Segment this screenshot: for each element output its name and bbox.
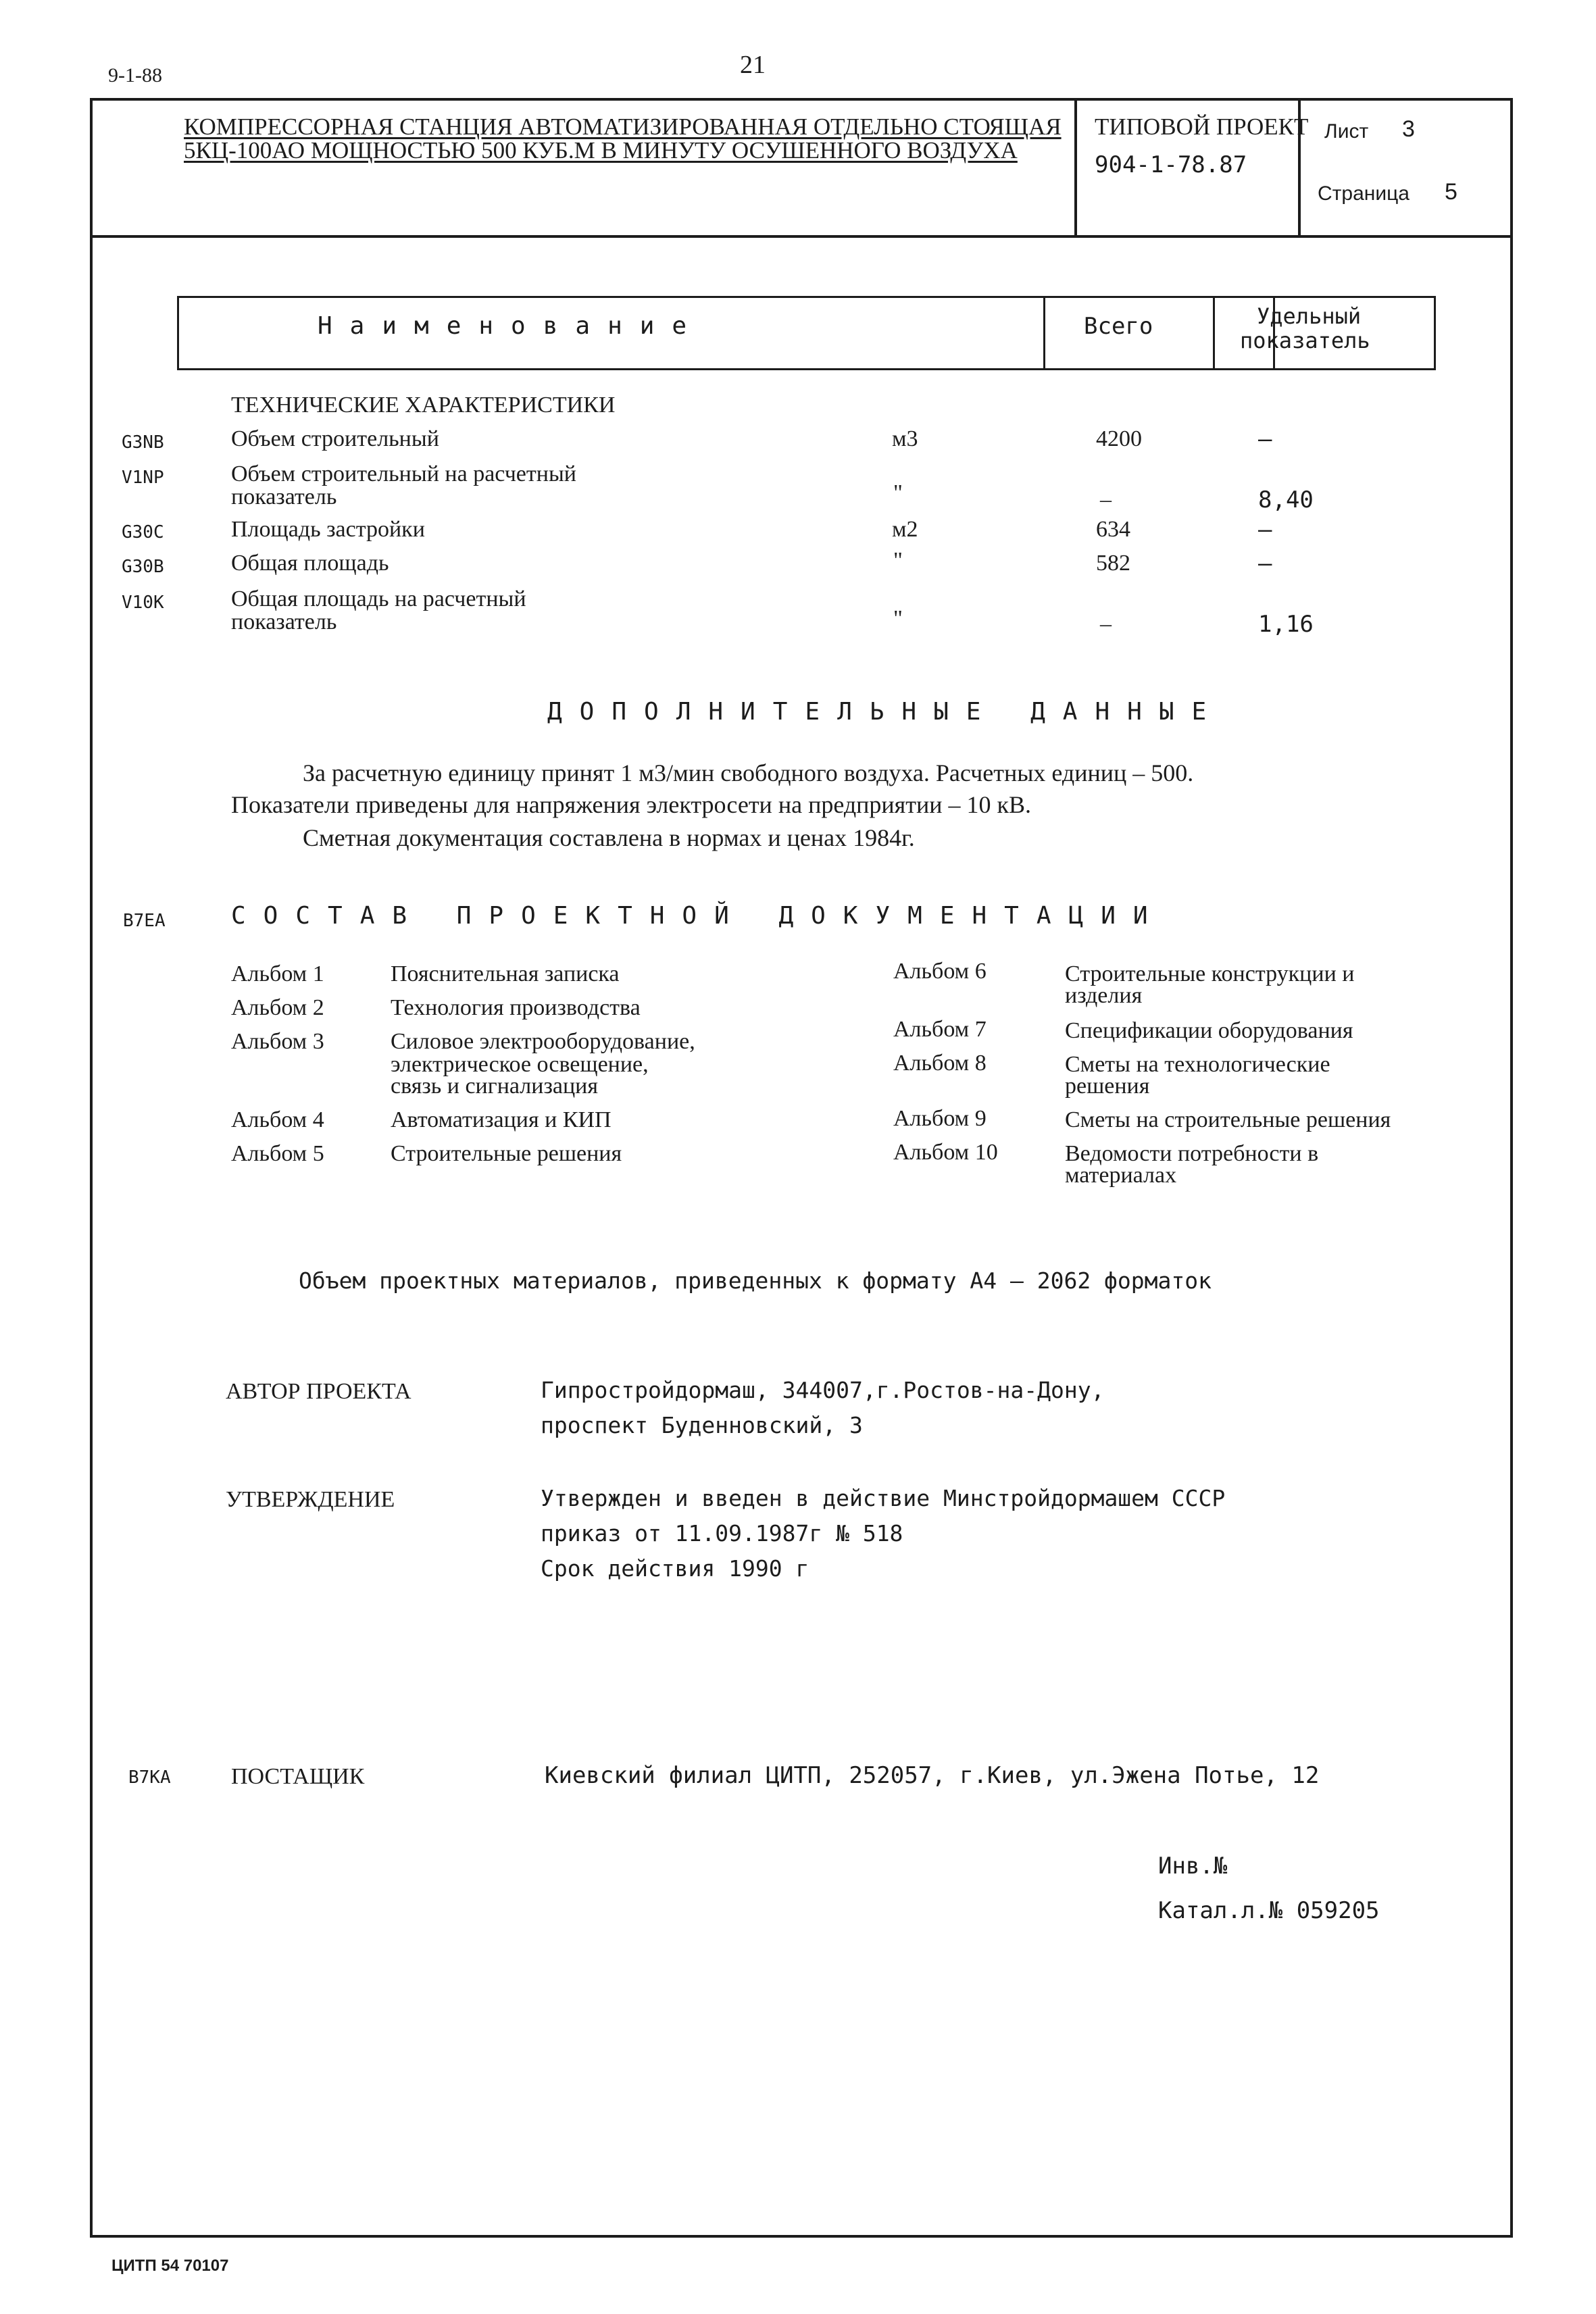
album-title: Сметы на технологические — [1065, 1052, 1330, 1077]
table-header-specific-line2: показатель — [1240, 328, 1370, 353]
sheet-label: Лист — [1324, 120, 1369, 143]
row-code: V1NP — [122, 468, 164, 488]
album-title-cont: связь и сигнализация — [391, 1074, 598, 1099]
album-label: Альбом 4 — [231, 1107, 324, 1132]
author-line2: проспект Буденновский, 3 — [541, 1412, 863, 1438]
approval-line1: Утвержден и введен в действие Минстройдормашем СССР — [541, 1485, 1226, 1511]
table-header-total: Всего — [1084, 313, 1153, 340]
row-code: V10K — [122, 593, 164, 613]
album-label: Альбом 9 — [893, 1106, 987, 1131]
table-header-specific-line1: Удельный — [1257, 303, 1362, 329]
volume-text: Объем проектных материалов, приведенных к формату А4 – 2062 форматок — [299, 1267, 1212, 1294]
album-title: Спецификации оборудования — [1065, 1018, 1353, 1043]
album-label: Альбом 5 — [231, 1141, 324, 1166]
album-title-cont: электрическое освещение, — [391, 1052, 649, 1077]
row-total: 634 — [1096, 517, 1130, 542]
row-name-cont: показатель — [231, 609, 337, 634]
row-name: Площадь застройки — [231, 517, 425, 542]
header-title-line2: 5КЦ-100АО МОЩНОСТЬЮ 500 КУБ.М В МИНУТУ ОСУШЕННОГО ВОЗДУХА — [184, 137, 1018, 164]
row-code: G30B — [122, 557, 164, 577]
album-title: Ведомости потребности в — [1065, 1141, 1319, 1166]
additional-line2: Показатели приведены для напряжения электросети на предприятии – 10 кВ. — [231, 791, 1032, 818]
row-code: G30C — [122, 522, 164, 543]
album-title: Пояснительная записка — [391, 961, 620, 986]
album-title: Сметы на строительные решения — [1065, 1107, 1391, 1132]
row-total: – — [1100, 487, 1112, 512]
additional-title: ДОПОЛНИТЕЛЬНЫЕ ДАННЫЕ — [547, 698, 1224, 726]
row-name: Общая площадь на расчетный — [231, 586, 526, 611]
album-label: Альбом 2 — [231, 995, 324, 1020]
page-number: 21 — [740, 51, 766, 79]
supplier-text: Киевский филиал ЦИТП, 252057, г.Киев, ул.Эжена Потье, 12 — [545, 1762, 1320, 1789]
approval-label: УТВЕРЖДЕНИЕ — [226, 1487, 395, 1512]
additional-line1: За расчетную единицу принят 1 м3/мин свободного воздуха. Расчетных единиц – 500. — [303, 759, 1194, 786]
author-line1: Гипростройдормаш, 344007,г.Ростов-на-Дону, — [541, 1377, 1105, 1403]
header-vdivider-1 — [1074, 98, 1077, 236]
project-label: ТИПОВОЙ ПРОЕКТ — [1095, 114, 1309, 140]
album-title-cont: материалах — [1065, 1163, 1177, 1188]
album-label: Альбом 3 — [231, 1029, 324, 1054]
row-specific: 1,16 — [1258, 611, 1314, 638]
author-label: АВТОР ПРОЕКТА — [226, 1379, 412, 1404]
album-title-cont: решения — [1065, 1074, 1150, 1099]
album-label: Альбом 7 — [893, 1017, 987, 1042]
row-specific: – — [1258, 516, 1272, 543]
composition-code: B7EA — [123, 911, 166, 931]
approval-line2: приказ от 11.09.1987г № 518 — [541, 1520, 903, 1546]
row-specific: – — [1258, 550, 1272, 577]
row-code: G3NB — [122, 432, 164, 453]
row-name: Объем строительный на расчетный — [231, 461, 576, 486]
row-specific: 8,40 — [1258, 486, 1314, 513]
album-label: Альбом 6 — [893, 959, 987, 984]
album-label: Альбом 1 — [231, 961, 324, 986]
additional-line3: Сметная документация составлена в нормах и ценах 1984г. — [303, 824, 915, 851]
album-title: Технология производства — [391, 995, 641, 1020]
composition-title: СОСТАВ ПРОЕКТНОЙ ДОКУМЕНТАЦИИ — [231, 902, 1166, 930]
album-label: Альбом 8 — [893, 1051, 987, 1076]
doc-code: 9-1-88 — [108, 64, 162, 86]
tech-section-title: ТЕХНИЧЕСКИЕ ХАРАКТЕРИСТИКИ — [231, 393, 616, 418]
row-name-cont: показатель — [231, 484, 337, 509]
table-header-name: Наименование — [318, 312, 705, 340]
album-title: Силовое электрооборудование, — [391, 1029, 695, 1054]
row-unit: м2 — [892, 517, 918, 542]
supplier-code: B7KA — [128, 1767, 171, 1788]
page-label: Страница — [1318, 182, 1410, 205]
supplier-label: ПОСТАЩИК — [231, 1764, 365, 1789]
footer-code: ЦИТП 54 70107 — [111, 2257, 229, 2275]
inventory-number: Инв.№ — [1158, 1853, 1228, 1880]
row-unit: " — [893, 548, 903, 573]
row-specific: – — [1258, 426, 1272, 453]
row-unit: м3 — [892, 426, 918, 451]
row-total: – — [1100, 611, 1112, 636]
album-title: Строительные конструкции и — [1065, 961, 1355, 986]
album-label: Альбом 10 — [893, 1140, 998, 1165]
row-unit: " — [893, 606, 903, 631]
header-title-line1: КОМПРЕССОРНАЯ СТАНЦИЯ АВТОМАТИЗИРОВАННАЯ ОТДЕЛЬНО СТОЯЩАЯ — [184, 114, 1062, 140]
album-title-cont: изделия — [1065, 983, 1143, 1008]
project-number: 904-1-78.87 — [1095, 151, 1247, 178]
album-title: Автоматизация и КИП — [391, 1107, 612, 1132]
page-value: 5 — [1445, 179, 1457, 205]
row-total: 582 — [1096, 551, 1130, 576]
row-name: Общая площадь — [231, 551, 389, 576]
approval-line3: Срок действия 1990 г — [541, 1555, 809, 1582]
row-name: Объем строительный — [231, 426, 439, 451]
row-total: 4200 — [1096, 426, 1142, 451]
row-unit: " — [893, 480, 903, 505]
catalog-number: Катал.л.№ 059205 — [1158, 1897, 1380, 1924]
album-title: Строительные решения — [391, 1141, 622, 1166]
sheet-value: 3 — [1402, 116, 1415, 142]
